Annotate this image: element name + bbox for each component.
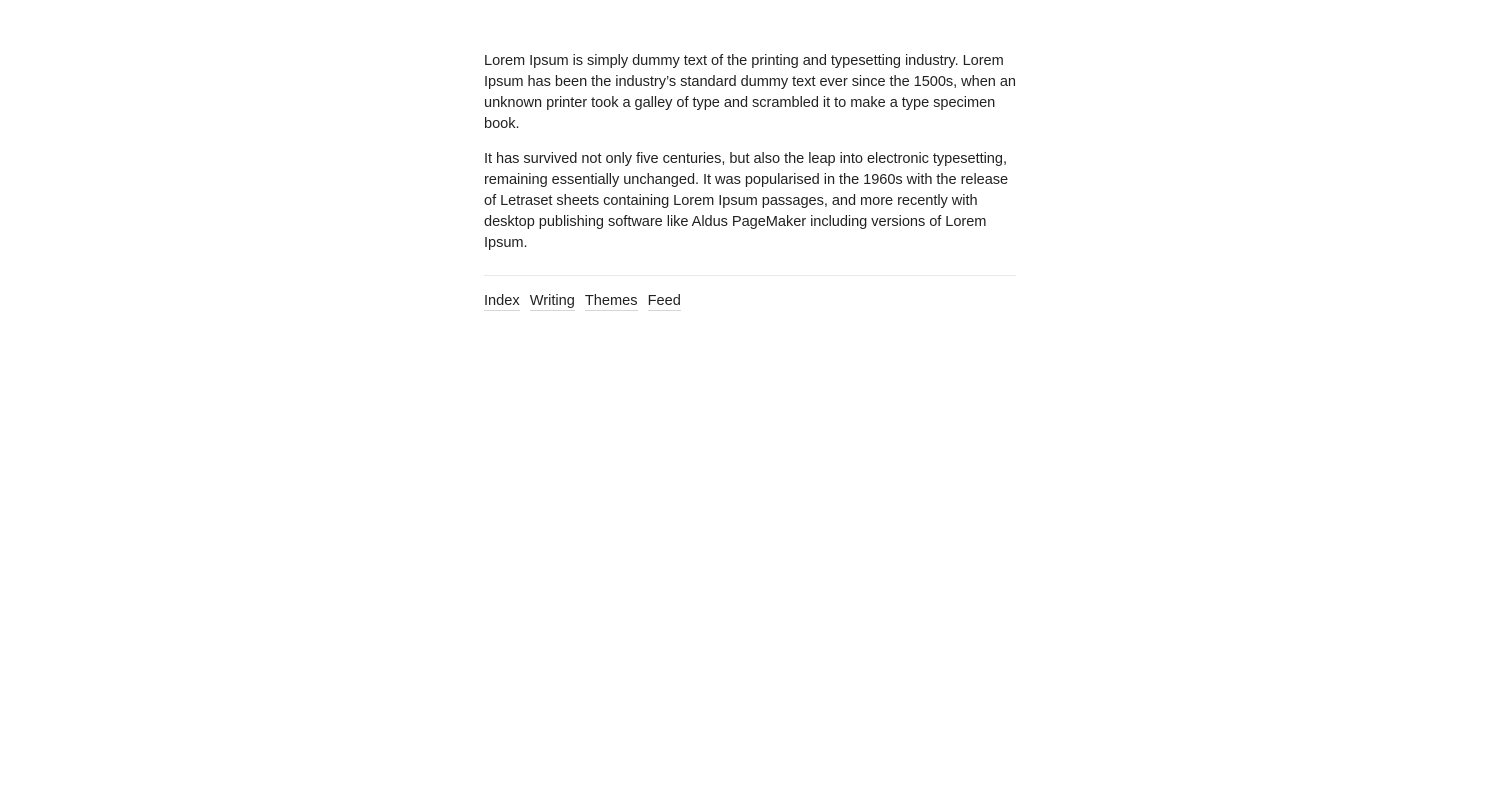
- nav-link-writing[interactable]: Writing: [529, 293, 575, 309]
- nav-link-index[interactable]: Index: [484, 293, 520, 309]
- footer-nav: [484, 292, 1016, 311]
- paragraph-2: It has survived not only five centuries, but also the leap into electronic typesetting, remaining essentially unchanged. It was popularised in the 1960s with the release of Letraset sheets containing Lorem Ipsum passages, and more recently with desktop publishing software like Aldus PageMaker including versions of Lorem Ipsum.: [484, 151, 1009, 251]
- page-container: [484, 51, 1016, 311]
- paragraph-1: Lorem Ipsum is simply dummy text of the printing and typesetting industry. Lorem Ipsum has been the industry’s standard dummy text ever since the 1500s, when an unknown printer took a galley of type and scrambled it to make a type specimen book.: [484, 53, 1017, 132]
- footer-divider: [484, 275, 1016, 276]
- nav-link-feed[interactable]: Feed: [647, 293, 681, 309]
- nav-link-themes[interactable]: Themes: [584, 293, 638, 309]
- article-body: [484, 51, 1016, 254]
